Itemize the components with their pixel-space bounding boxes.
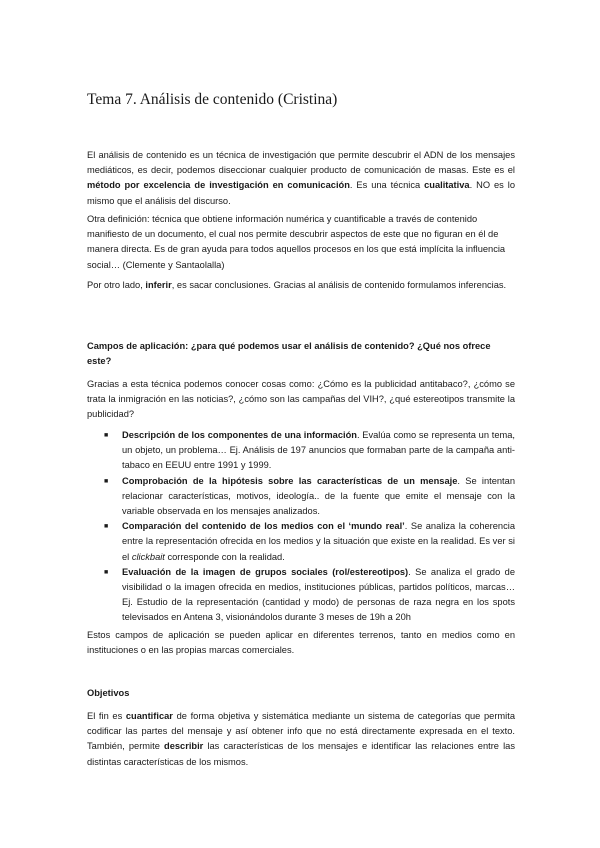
intro-paragraph: El análisis de contenido es un técnica de investigación que permite descubrir el ADN de los mensajes mediáticos, es decir, podemos diseccionar cualquier producto de comunicación de masas. Este es el método por excelencia de investigación en comunicación. Es una técnica cualitativa. NO es lo mismo que el análisis del discurso. — [87, 150, 516, 206]
page-title: Tema 7. Análisis de contenido (Cristina) — [87, 91, 338, 108]
bullet-square-icon: ■ — [104, 523, 109, 531]
list-item: ■ Descripción de los componentes de una información. Evalúa como se representa un tema, un objeto, un problema… Ej. Análisis de 197 anuncios que formaban parte de la campaña anti-tabaco en EEUU entre 1991 y 1999. — [104, 430, 515, 471]
campos-heading: Campos de aplicación: ¿para qué podemos usar el análisis de contenido? ¿Qué nos ofrece este? — [87, 341, 491, 367]
bullet-square-icon: ■ — [104, 432, 109, 439]
campos-intro-paragraph: Gracias a esta técnica podemos conocer cosas como: ¿Cómo es la publicidad antitabaco?, ¿cómo se trata la inmigración en las noticias?, ¿cómo son las campañas del VIH?, ¿qué estereotipos transmite la publicidad? — [87, 379, 515, 420]
list-item: ■ Evaluación de la imagen de grupos sociales (rol/estereotipos). Se analiza el grado de visibilidad o la imagen ofrecida en medios, instituciones públicas, partidos políticos, marcas…Ej. Estudio de la representación (cantidad y modo) de personas de raza negra en los spots televisados en Antena 3, visionándolos durante 3 meses de 19h a 20h — [104, 566, 515, 623]
campos-list — [87, 428, 515, 626]
bullet-square-icon: ■ — [104, 568, 109, 576]
objetivos-paragraph: El fin es cuantificar de forma objetiva y sistemática mediante un sistema de categorías que permita codificar las partes del mensaje y así obtener info que no está directamente expresada en el texto. También, permite describir las características de los mensajes e identificar las relaciones entre las distintas características de los mismos. — [87, 711, 515, 767]
campos-outro-paragraph: Estos campos de aplicación se pueden aplicar en diferentes terrenos, tanto en medios como en instituciones o en las propias marcas comerciales. — [87, 630, 515, 656]
list-item: ■ Comprobación de la hipótesis sobre las características de un mensaje. Se intentan relacionar características, motivos, ideología.. de la fuente que emite el mensaje con la variable observada en los mensajes analizados. — [104, 475, 515, 517]
otra-definicion-paragraph: Otra definición: técnica que obtiene información numérica y cuantificable a través de contenido manifiesto de un documento, el cual nos permite descubrir aspectos de este que no figuran en él de manera directa. Es de gran ayuda para todos aquellos procesos en los que está implícita la influencia social… (Clemente y Santaolalla) — [87, 214, 506, 270]
inferir-paragraph: Por otro lado, inferir, es sacar conclusiones. Gracias al análisis de contenido formulamos inferencias. — [87, 280, 507, 290]
objetivos-heading: Objetivos — [87, 688, 130, 698]
list-item: ■ Comparación del contenido de los medios con el ‘mundo real’. Se analiza la coherencia entre la representación ofrecida en los medios y la situación que existe en la realidad. Es ver si el clickbait corresponde con la realidad. — [104, 521, 515, 562]
bullet-square-icon: ■ — [104, 477, 109, 485]
